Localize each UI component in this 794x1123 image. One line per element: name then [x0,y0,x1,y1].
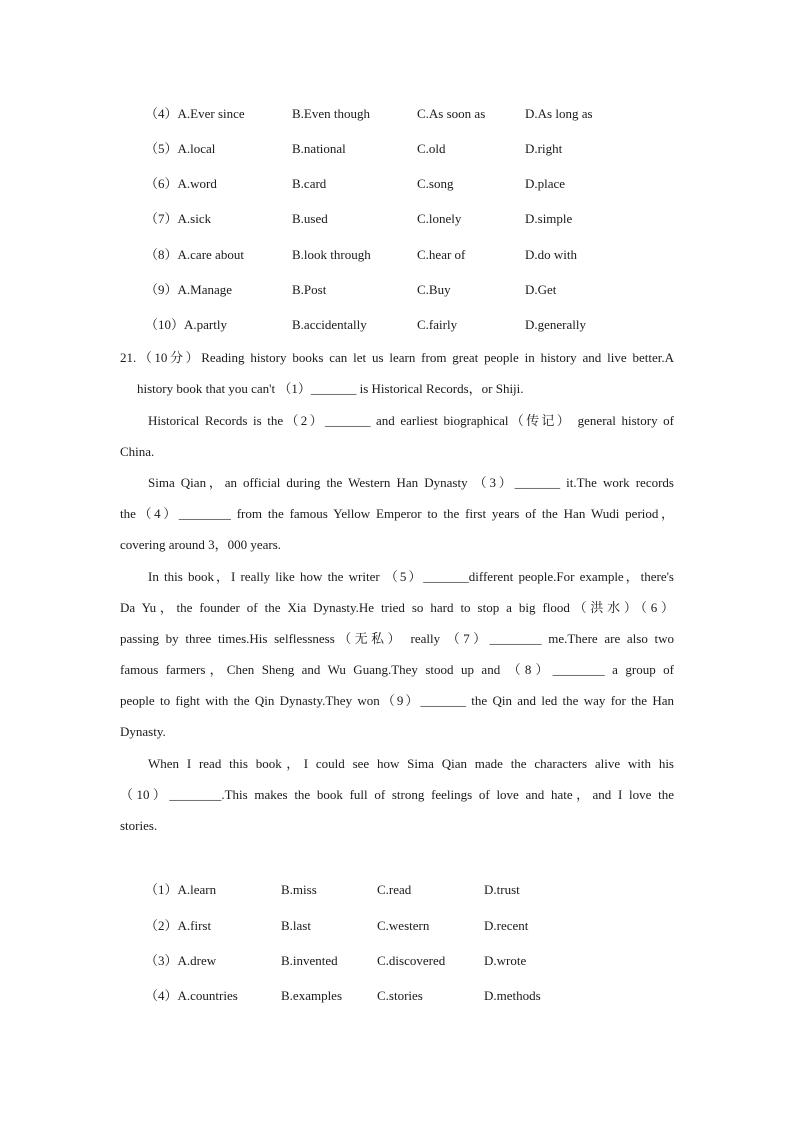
question-heading: 21.（10分）Reading history books can let us learn from great people in history and live better.A [120,350,674,365]
passage-line: covering around 3，000 years. [120,537,282,552]
option-b: B.last [281,918,311,933]
passage-line: China. [120,444,155,459]
passage-line: passing by three times.His selflessness（无私） really （7）________ me.There are also two [120,631,674,646]
option-label: （7）A.sick [145,211,212,226]
option-b: B.look through [292,247,371,262]
option-b: B.miss [281,882,317,897]
option-d: D.recent [484,918,529,933]
option-d: D.wrote [484,953,527,968]
option-b: B.examples [281,988,343,1003]
passage-line: （10）________.This makes the book full of strong feelings of love and hate，and I love the [120,787,674,802]
option-label: （9）A.Manage [145,282,233,297]
option-label: （5）A.local [145,141,216,156]
option-c: C.western [377,918,430,933]
option-d: D.trust [484,882,520,897]
passage-line: history book that you can't （1）_______ is Historical Records，or Shiji. [137,381,524,396]
option-b: B.national [292,141,346,156]
option-c: C.stories [377,988,423,1003]
option-label: （4）A.countries [145,988,238,1003]
option-label: （1）A.learn [145,882,217,897]
passage-line: When I read this book，I could see how Sima Qian made the characters alive with his [148,756,674,771]
option-d: D.generally [525,317,587,332]
option-b: B.Even though [292,106,370,121]
option-c: C.discovered [377,953,446,968]
option-label: （10）A.partly [145,317,227,332]
option-c: C.hear of [417,247,466,262]
option-b: B.Post [292,282,327,297]
passage-line: Historical Records is the（2）_______ and earliest biographical（传记） general history of [148,413,674,428]
passage-line: people to fight with the Qin Dynasty.They won（9）_______ the Qin and led the way for the Han [120,693,674,708]
option-c: C.old [417,141,446,156]
option-d: D.place [525,176,566,191]
passage-line: In this book，I really like how the writer （5）_______different people.For example，there's [148,569,674,584]
option-d: D.Get [525,282,557,297]
option-label: （2）A.first [145,918,212,933]
option-b: B.accidentally [292,317,367,332]
option-b: B.card [292,176,327,191]
option-c: C.As soon as [417,106,486,121]
option-c: C.fairly [417,317,458,332]
option-label: （4）A.Ever since [145,106,245,121]
option-label: （6）A.word [145,176,217,191]
option-d: D.methods [484,988,541,1003]
option-c: C.lonely [417,211,462,226]
option-c: C.read [377,882,412,897]
option-c: C.Buy [417,282,451,297]
passage-line: stories. [120,818,158,833]
option-label: （8）A.care about [145,247,244,262]
option-c: C.song [417,176,454,191]
passage-line: Sima Qian，an official during the Western Han Dynasty （3）_______ it.The work records [148,475,674,490]
passage-line: Dynasty. [120,724,166,739]
passage-line: famous farmers，Chen Sheng and Wu Guang.They stood up and （8）________ a group of [120,662,674,677]
option-label: （3）A.drew [145,953,217,968]
passage-line: the（4）________ from the famous Yellow Emperor to the first years of the Han Wudi period， [120,506,674,521]
passage-line: Da Yu，the founder of the Xia Dynasty.He tried so hard to stop a big flood（洪水）（6） [120,600,674,615]
option-d: D.right [525,141,563,156]
option-d: D.simple [525,211,573,226]
option-b: B.used [292,211,328,226]
option-d: D.As long as [525,106,593,121]
option-b: B.invented [281,953,338,968]
option-d: D.do with [525,247,577,262]
